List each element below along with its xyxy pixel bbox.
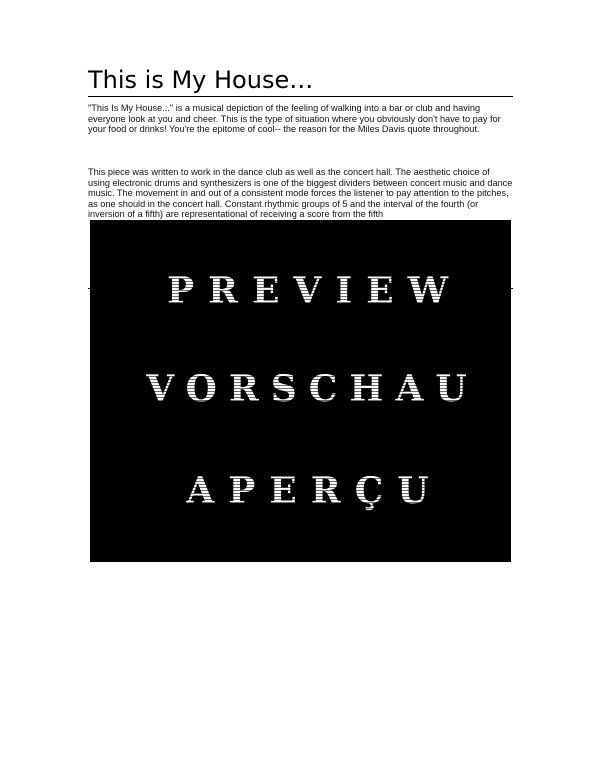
composition-notes-paragraph: This piece was written to work in the dance club as well as the concert hall. The aesthetic choice of using electronic drums and synthesizers is one of the biggest dividers between concert music and dance music. The movement in and out of a consistent mode forces the listener to pay attention to the pitches, as one should in the concert hall. Constant rhythmic groups of 5 and the interval of the fourth (or inversion of a fifth) are representational of receiving a score from the fifth — [88, 167, 513, 220]
preview-watermark-overlay — [90, 220, 511, 562]
watermark-vorschau: VORSCHAU — [90, 368, 523, 410]
page-title: This is My House… — [88, 64, 513, 97]
watermark-preview: PREVIEW — [90, 270, 525, 312]
description-paragraph: "This Is My House..." is a musical depiction of the feeling of walking into a bar or club and having everyone look at you and cheer. This is the type of situation where you obviously don't have to pay for your food or drinks! You're the epitome of cool-- the reason for the Miles Davis quote throughout. — [88, 103, 501, 135]
watermark-apercu: APERÇU — [90, 470, 525, 512]
